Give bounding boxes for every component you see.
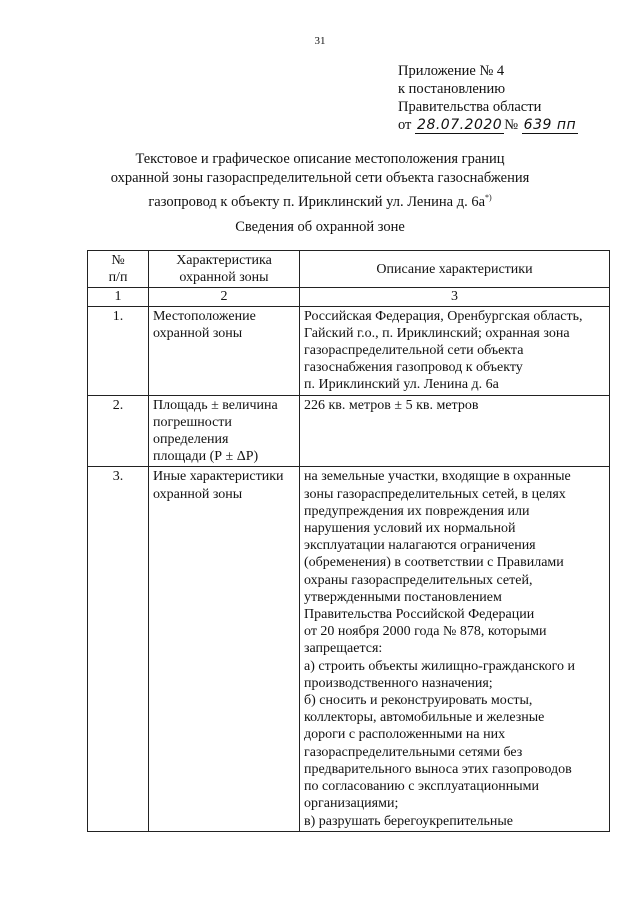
header-description: Описание характеристики <box>300 251 610 288</box>
column-number-2: 2 <box>149 288 300 306</box>
section-subtitle: Сведения об охранной зоне <box>235 219 405 235</box>
protection-zone-table <box>87 250 610 832</box>
table-header-row <box>88 251 610 288</box>
row-description: 226 кв. метров ± 5 кв. метров <box>300 395 610 467</box>
row-number: 1. <box>88 306 149 395</box>
column-number-3: 3 <box>300 288 610 306</box>
appendix-line-2: к постановлению <box>398 81 506 97</box>
table-row <box>88 306 610 395</box>
row-description: Российская Федерация, Оренбургская область, Гайский г.о., п. Ириклинский; охранная зона газораспределительной сети объекта газоснабжения газопровод к объекту п. Ириклинский ул. Ленина д. 6а <box>300 306 610 395</box>
header-number: № п/п <box>88 251 149 288</box>
date-prefix: от <box>398 117 412 133</box>
title-line-3-text: газопровод к объекту п. Ириклинский ул. Ленина д. 6а <box>148 193 486 210</box>
handwritten-date: 28.07.2020 <box>417 117 503 133</box>
row-description: на земельные участки, входящие в охранные зоны газораспределительных сетей, в целях предупреждения их повреждения или нарушения условий их нормальной эксплуатации налагаются ограничения (обременения) в соответствии с Правилами охраны газораспределительных сетей, утвержденными постановлением Правительства Российской Федерации от 20 ноября 2000 года № 878, которыми запрещается: а) строить объекты жилищно-гражданского и производственного назначения; б) сносить и реконструировать мосты, коллекторы, автомобильные и железные дороги с расположенными на них газораспределительными сетями без предварительного выноса этих газопроводов по согласованию с эксплуатационными организациями; в) разрушать берегоукрепительные <box>300 467 610 831</box>
footnote-mark: *) <box>485 193 492 202</box>
appendix-line-1: Приложение № 4 <box>398 63 505 79</box>
title-line-2: охранной зоны газораспределительной сети объекта газоснабжения <box>110 170 530 186</box>
document-title <box>100 150 540 212</box>
column-number-1: 1 <box>88 288 149 306</box>
table-row <box>88 467 610 831</box>
header-characteristic: Характеристика охранной зоны <box>149 251 300 288</box>
table-column-number-row <box>88 288 610 306</box>
title-line-1: Текстовое и графическое описание местоположения границ <box>135 151 505 167</box>
appendix-line-3: Правительства области <box>398 99 542 115</box>
row-characteristic: Местоположение охранной зоны <box>149 306 300 395</box>
appendix-block <box>398 62 578 134</box>
table-row <box>88 395 610 467</box>
number-sign: № <box>504 117 519 133</box>
page-number: 31 <box>314 35 326 47</box>
row-characteristic: Иные характеристики охранной зоны <box>149 467 300 831</box>
row-number: 3. <box>88 467 149 831</box>
handwritten-number: 639 пп <box>523 117 577 133</box>
appendix-date-line <box>398 116 578 134</box>
row-characteristic: Площадь ± величина погрешности определения площади (Р ± ΔР) <box>149 395 300 467</box>
row-number: 2. <box>88 395 149 467</box>
title-line-3 <box>100 188 540 212</box>
